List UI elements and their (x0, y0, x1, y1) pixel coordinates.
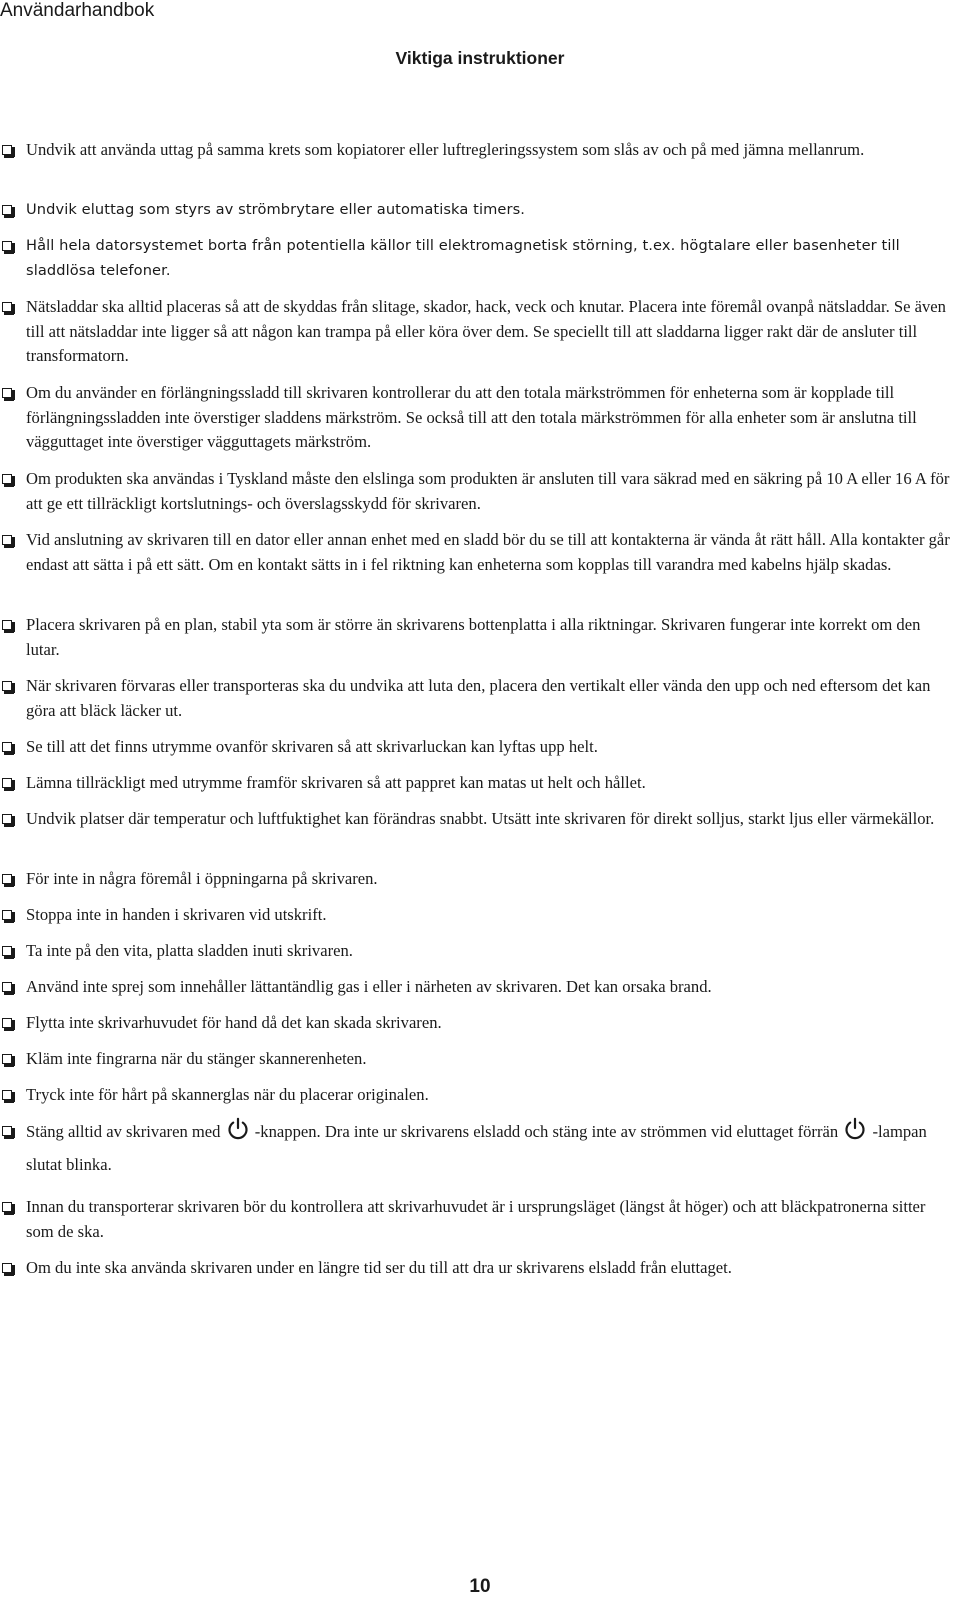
list-item: Om du inte ska använda skrivaren under en längre tid ser du till att dra ur skrivarens elsladd från eluttaget. (26, 1256, 951, 1281)
checkbox-bullet-icon (2, 535, 12, 545)
list-item: Nätsladdar ska alltid placeras så att de skyddas från slitage, skador, hack, veck och knutar. Placera inte föremål ovanpå nätsladdar. Se även till att nätsladdar inte ligger så att någon kan trampa på eller köra över dem. Se speciellt till att sladdarna ligger rakt där de ansluter till transformatorn. (26, 295, 951, 369)
list-item: Tryck inte för hårt på skannerglas när du placerar originalen. (26, 1083, 951, 1108)
list-item: Stoppa inte in handen i skrivaren vid utskrift. (26, 903, 951, 928)
list-item: Undvik platser där temperatur och luftfuktighet kan förändras snabbt. Utsätt inte skrivaren för direkt solljus, starkt ljus eller värmekällor. (26, 807, 951, 832)
running-header: Användarhandbok (0, 0, 155, 21)
checkbox-bullet-icon (2, 946, 12, 956)
list-item: För inte in några föremål i öppningarna på skrivaren. (26, 867, 951, 892)
power-icon (843, 1117, 867, 1141)
section-title: Viktiga instruktioner (395, 48, 565, 68)
list-item: Placera skrivaren på en plan, stabil yta som är större än skrivarens bottenplatta i alla riktningar. Skrivaren fungerar inte korrekt om den lutar. (26, 613, 951, 662)
checkbox-bullet-icon (2, 388, 12, 398)
list-item: Kläm inte fingrarna när du stänger skannerenheten. (26, 1047, 951, 1072)
list-item: Använd inte sprej som innehåller lättantändlig gas i eller i närheten av skrivaren. Det kan orsaka brand. (26, 975, 951, 1000)
list-item: När skrivaren förvaras eller transporteras ska du undvika att luta den, placera den vertikalt eller vända den upp och ned eftersom det kan göra att bläck läcker ut. (26, 674, 951, 723)
list-item: Flytta inte skrivarhuvudet för hand då det kan skada skrivaren. (26, 1011, 951, 1036)
list-item: Se till att det finns utrymme ovanför skrivaren så att skrivarluckan kan lyftas upp helt. (26, 735, 951, 760)
checkbox-bullet-icon (2, 474, 12, 484)
checkbox-bullet-icon (2, 205, 12, 215)
checkbox-bullet-icon (2, 1018, 12, 1028)
list-item: Undvik att använda uttag på samma krets som kopiatorer eller luftregleringssystem som slås av och på med jämna mellanrum. (26, 138, 951, 163)
checkbox-bullet-icon (2, 742, 12, 752)
checkbox-bullet-icon (2, 145, 12, 155)
checkbox-bullet-icon (2, 814, 12, 824)
checkbox-bullet-icon (2, 302, 12, 312)
checkbox-bullet-icon (2, 1202, 12, 1212)
list-item: Vid anslutning av skrivaren till en dator eller annan enhet med en sladd bör du se till att kontakterna är vända åt rätt håll. Alla kontakter går endast att sätta i på ett sätt. Om en kontakt sätts in i fel riktning kan enheterna som kopplas till varandra med kabelns hjälp skadas. (26, 528, 951, 577)
list-item: Ta inte på den vita, platta sladden inuti skrivaren. (26, 939, 951, 964)
list-item: Om du använder en förlängningssladd till skrivaren kontrollerar du att den totala märkströmmen för enheterna som är kopplade till förlängningssladden inte överstiger sladdens märkström. Se också till att den totala märkströmmen för alla enheter som är anslutna till vägguttaget inte överstiger vägguttagets märkström. (26, 381, 951, 455)
page-number: 10 (469, 1576, 491, 1597)
power-icon (226, 1117, 250, 1141)
checkbox-bullet-icon (2, 1054, 12, 1064)
list-item: Undvik eluttag som styrs av strömbrytare eller automatiska timers. (26, 198, 951, 223)
list-item: Innan du transporterar skrivaren bör du kontrollera att skrivarhuvudet är i ursprungsläget (längst åt höger) och att bläckpatronerna sitter som de ska. (26, 1195, 951, 1244)
checkbox-bullet-icon (2, 681, 12, 691)
list-item: Stäng alltid av skrivaren med -knappen. Dra inte ur skrivarens elsladd och stäng inte av strömmen vid eluttaget förrän -lampan slutat blinka. (26, 1115, 951, 1181)
checkbox-bullet-icon (2, 241, 12, 251)
checkbox-bullet-icon (2, 778, 12, 788)
list-item: Håll hela datorsystemet borta från potentiella källor till elektromagnetisk störning, t.ex. högtalare eller basenheter till sladdlösa telefoner. (26, 234, 951, 283)
checkbox-bullet-icon (2, 1090, 12, 1100)
checkbox-bullet-icon (2, 620, 12, 630)
checkbox-bullet-icon (2, 874, 12, 884)
list-item: Om produkten ska användas i Tyskland måste den elslinga som produkten är ansluten till vara säkrad med en säkring på 10 A eller 16 A för att ge ett tillräckligt kortslutnings- och överslagsskydd för skrivaren. (26, 467, 951, 516)
checkbox-bullet-icon (2, 910, 12, 920)
checkbox-bullet-icon (2, 1263, 12, 1273)
list-item: Lämna tillräckligt med utrymme framför skrivaren så att pappret kan matas ut helt och hållet. (26, 771, 951, 796)
checkbox-bullet-icon (2, 1126, 12, 1136)
checkbox-bullet-icon (2, 982, 12, 992)
